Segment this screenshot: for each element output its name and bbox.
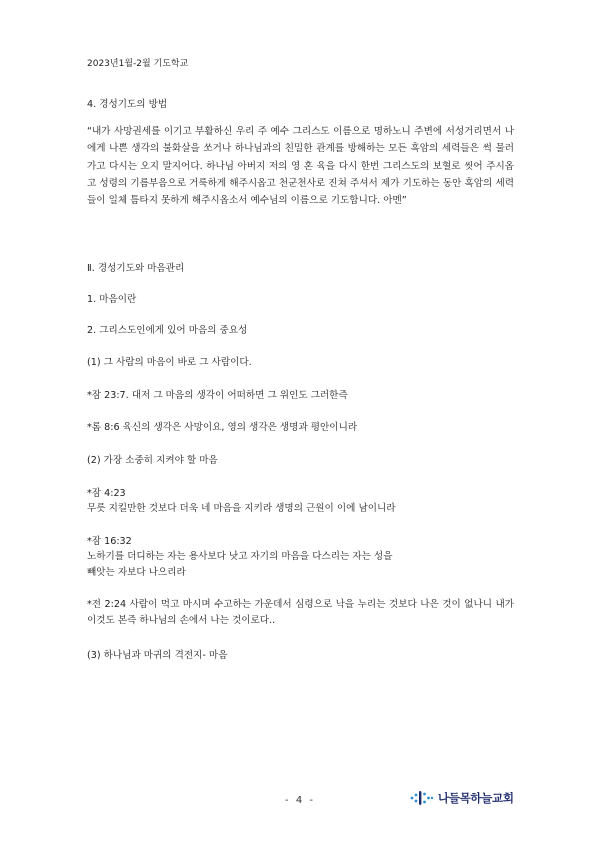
page-number: - 4 - <box>285 795 315 806</box>
verse-proverbs-16-32-ref: *잠 16:32 <box>87 536 132 547</box>
subheading-3: (3) 하나님과 마귀의 격전지- 마음 <box>87 650 228 661</box>
item-2-heading: 2. 그리스도인에게 있어 마음의 중요성 <box>87 325 248 336</box>
church-logo-text: 나들목하늘교회 <box>438 791 514 805</box>
document-header: 2023년1월-2월 기도학교 <box>87 59 189 69</box>
verse-proverbs-4-23-ref: *잠 4:23 <box>87 488 126 499</box>
church-logo-icon <box>410 790 434 806</box>
subheading-2: (2) 가장 소중히 지켜야 할 마음 <box>87 455 218 466</box>
subheading-1: (1) 그 사람의 마음이 바로 그 사람이다. <box>87 357 252 368</box>
section-2-title: Ⅱ. 경성기도와 마음관리 <box>87 263 185 274</box>
verse-ecclesiastes-2-24: *전 2:24 사람이 먹고 마시며 수고하는 가운데서 심령으로 낙을 누리는 것보다 나은 것이 없나니 내가 이것도 본즉 하나님의 손에서 나는 것이로다.. <box>87 599 514 626</box>
church-logo <box>410 790 514 806</box>
verse-proverbs-16-32-line1: 노하기를 더디하는 자는 용사보다 낫고 자기의 마음을 다스리는 자는 성을 <box>87 551 393 562</box>
verse-proverbs-23-7: *잠 23:7. 대저 그 마음의 생각이 어떠하면 그 위인도 그러한즉 <box>87 390 348 401</box>
item-1-heading: 1. 마음이란 <box>87 294 137 305</box>
verse-proverbs-16-32-line2: 빼앗는 자보다 나으리라 <box>87 567 186 578</box>
prayer-quote: “내가 사망권세를 이기고 부활하신 우리 주 예수 그리스도 이름으로 명하노니 주변에 서성거리면서 나에게 나쁜 생각의 불화살을 쏘거나 하나님과의 친밀한 관계를 방해하는 모든 흑암의 세력들은 썩 물러가고 다시는 오지 말지어다. 하나님 아버지 저의 영 혼 육을 다시 한번 그리스도의 보혈로 씻어 주시옵고 성령의 기름부음으로 거룩하게 해주시옵고 천군천사로 진쳐 주셔서 제가 기도하는 동안 흑암의 세력들이 일체 틈타지 못하게 해주시옵소서 예수님의 이름으로 기도합니다. 아멘” <box>87 126 514 207</box>
section-4-title: 4. 경성기도의 방법 <box>87 99 168 110</box>
verse-romans-8-6: *롬 8:6 육신의 생각은 사망이요, 영의 생각은 생명과 평안이니라 <box>87 422 358 433</box>
verse-proverbs-4-23-text: 무릇 지킬만한 것보다 더욱 네 마음을 지키라 생명의 근원이 이에 남이니라 <box>87 503 396 514</box>
